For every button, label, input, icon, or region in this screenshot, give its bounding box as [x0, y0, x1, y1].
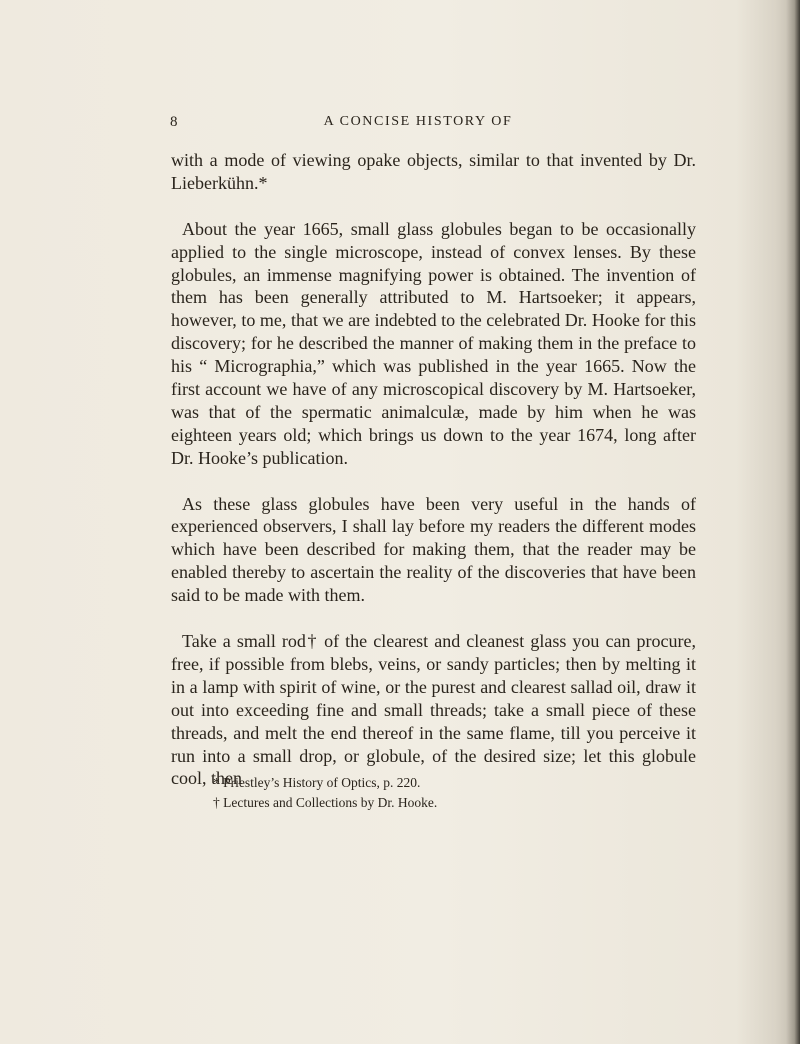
- body-text: [171, 149, 696, 790]
- page-header: [0, 114, 800, 136]
- paragraph: As these glass globules have been very useful in the hands of experienced observers, I shall lay before my readers the different modes which have been described for making them, that the reader may be enabled thereby to ascertain the reality of the discoveries that have been said to be made with them.: [171, 493, 696, 606]
- paragraph: with a mode of viewing opake objects, similar to that invented by Dr. Lieberkühn.*: [171, 150, 696, 193]
- footnote: * Priestley’s History of Optics, p. 220.: [213, 775, 421, 790]
- page-edge-shadow: [786, 0, 800, 1044]
- paragraph: Take a small rod† of the clearest and cleanest glass you can procure, free, if possible from blebs, veins, or sandy particles; then by melting it in a lamp with spirit of wine, or the purest and clearest sallad oil, draw it out into exceeding fine and small threads; take a small piece of these threads, and melt the end thereof in the same flame, till you perceive it run into a small drop, or globule, of the desired size; let this globule cool, then: [171, 630, 696, 789]
- footnote: † Lectures and Collections by Dr. Hooke.: [213, 795, 438, 810]
- page-number: 8: [170, 114, 178, 130]
- running-head: A CONCISE HISTORY OF: [323, 114, 513, 129]
- paragraph: About the year 1665, small glass globules began to be occasionally applied to the single microscope, instead of convex lenses. By these globules, an immense magnifying power is obtained. The invention of them has been generally attributed to M. Hartsoeker; it appears, however, to me, that we are indebted to the celebrated Dr. Hooke for this discovery; for he described the manner of making them in the preface to his “ Micrographia,” which was published in the year 1665. Now the first account we have of any microscopical discovery by M. Hartsoeker, was that of the spermatic animalculæ, made by him when he was eighteen years old; which brings us down to the year 1674, long after Dr. Hooke’s publication.: [171, 218, 696, 468]
- footnotes: [171, 773, 696, 813]
